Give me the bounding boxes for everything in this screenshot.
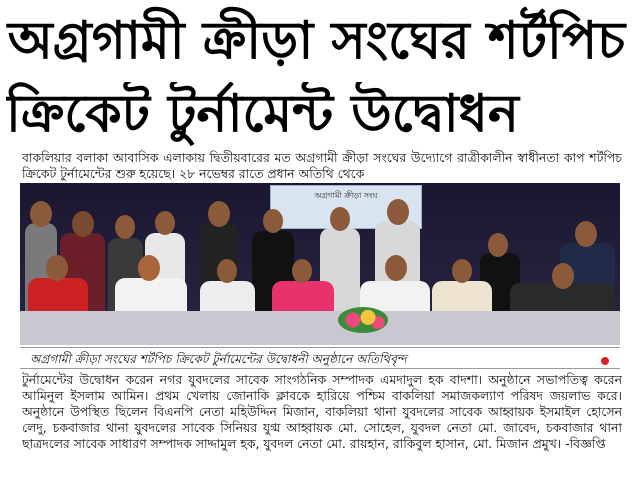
red-bullet-icon [601, 357, 609, 365]
photo-caption: অগ্রগামী ক্রীড়া সংঘের শর্টপিচ ক্রিকেট টুর্নামেন্টের উদ্বোধনী অনুষ্ঠানে অতিথিবৃন্দ [20, 347, 620, 369]
intro-paragraph: বাকলিয়ার বলাকা আবাসিক এলাকায় দ্বিতীয়বারের মত অগ্রগামী ক্রীড়া সংঘের উদ্যোগে রাত্রীকালীন স্বাধীনতা কাপ শর্টপিচ ক্রিকেট টুর্নামেন্টের শুরু হয়েছে। ২৮ নভেম্বর রাতে প্রধান অতিথি থেকে [22, 150, 622, 181]
banner-text: অগ্রগামী ক্রীড়া সংঘ [314, 191, 378, 200]
headline-line-2: ক্রিকেট টুর্নামেন্ট উদ্বোধন [6, 84, 519, 144]
headline-line-1: অগ্রগামী ক্রীড়া সংঘের শর্টপিচ [7, 11, 626, 71]
body-paragraph: টুর্নামেন্টের উদ্বোধন করেন নগর যুবদলের সাবেক সাংগঠনিক সম্পাদক এমদাদুল হক বাদশা। অনুষ্ঠানে সভাপতিত্ব করেন আমিনুল ইসলাম আমিন। প্রথম খেলায় জোনাকি ক্লাবকে হারিয়ে পশ্চিম বাকলিয়া সমাজকল্যাণ পরিষদ জয়লাভ করে। অনুষ্ঠানে উপস্থিত ছিলেন বিএনপি নেতা মহিউদ্দিন মিজান, বাকলিয়া থানা যুবদলের সাবেক আহ্বায়ক ইসমাইল হোসেন লেদু, চকবাজার থানা যুবদলের সাবেক সিনিয়র যুগ্ম আহ্বায়ক মো. সোহেল, যুবদল নেতা মো. জাবেদ, চকবাজার থানা ছাত্রদলের সাবেক সাধারণ সম্পাদক সাদ্দামুল হক, যুবদল নেতা মো. রায়হান, রাকিবুল হাসান, মো. মিজান প্রমুখ। -বিজ্ঞপ্তি [22, 372, 622, 451]
event-photo [20, 183, 620, 345]
flower-bouquet [338, 307, 388, 333]
stage-table [20, 311, 620, 345]
